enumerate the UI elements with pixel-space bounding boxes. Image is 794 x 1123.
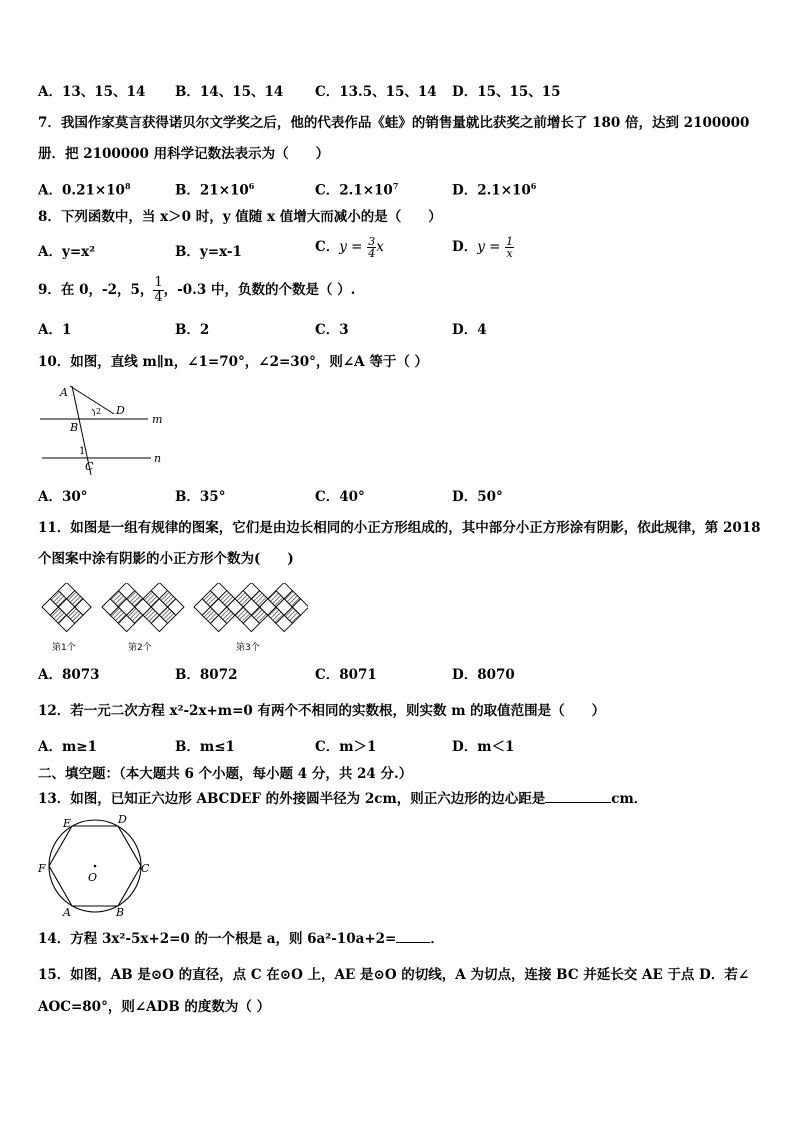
q14-stem: 14．方程 3x²-5x+2=0 的一个根是 a，则 6a²-10a+2= ．: [38, 931, 444, 947]
q8-option-b: B．y=x-1: [175, 244, 242, 260]
q10-label-d: D: [116, 404, 125, 417]
q6-option-a: A．13、15、14: [38, 84, 146, 100]
q10-option-c: C．40°: [315, 489, 365, 505]
q7-option-d: D．$2.1\times 10^6$: [452, 181, 537, 199]
q8-stem: 8．下列函数中，当 x＞0 时，y 值随 x 值增大而减小的是（ ）: [38, 209, 442, 225]
q13-label-c: C: [141, 862, 150, 875]
q10-label-a: A: [60, 386, 68, 399]
q12-option-b: B．m≤1: [175, 739, 235, 755]
q12-stem: 12．若一元二次方程 x²-2x+m=0 有两个不相同的实数根，则实数 m 的取值范围是（ ）: [38, 703, 606, 719]
q9-option-d: D．4: [452, 322, 487, 338]
q11-stem-line1: 11．如图是一组有规律的图案，它们是由边长相同的小正方形组成的，其中部分小正方形涂有阴影，依此规律，第 2018: [38, 520, 761, 536]
q6-option-d: D．15、15、15: [452, 84, 561, 100]
q10-label-angle1: 1: [79, 446, 86, 457]
q13-label-o: O: [88, 871, 98, 884]
q11-stem-line2: 个图案中涂有阴影的小正方形个数为( ): [38, 551, 294, 567]
q10-label-m: m: [152, 413, 163, 426]
q9-stem: 9．在 0，-2，5， $\frac{1}{4}$ ，-0.3 中，负数的个数是（ ）.: [38, 275, 356, 305]
q11-option-c: C．8071: [315, 667, 377, 683]
q13-label-d: D: [118, 813, 127, 826]
q12-option-c: C．m＞1: [315, 739, 377, 755]
q13-label-a: A: [63, 906, 71, 919]
q10-label-n: n: [154, 452, 162, 465]
q6-option-c: C．13.5、15、14: [315, 84, 437, 100]
q10-option-a: A．30°: [38, 489, 88, 505]
q7-stem-line2: 册．把 2100000 用科学记数法表示为（ ）: [38, 146, 330, 162]
q12-option-d: D．m＜1: [452, 739, 515, 755]
q13-label-f: F: [38, 862, 46, 875]
q12-option-a: A．m≥1: [38, 739, 97, 755]
q13-label-b: B: [116, 906, 125, 919]
q11-pattern-figure: [38, 583, 308, 635]
q15-stem-line2: AOC=80°，则∠ADB 的度数为（ ）: [38, 999, 271, 1015]
q11-pattern-diamonds: [42, 583, 308, 632]
q10-label-angle2: 2: [96, 407, 102, 416]
q6-option-b: B．14、15、14: [175, 84, 284, 100]
q8-option-c: C．y = $\frac{3}{4}$ x: [315, 235, 384, 260]
section2-title: 二、填空题：（本大题共 6 个小题，每小题 4 分，共 24 分.）: [38, 766, 413, 782]
q13-stem: 13．如图，已知正六边形 ABCDEF 的外接圆半径为 2cm，则正六边形的边心距是 cm．: [38, 791, 648, 807]
q10-option-b: B．35°: [175, 489, 226, 505]
q13-hexagon-circle-figure: [36, 810, 156, 922]
q8-option-a: A．y=x²: [38, 244, 96, 260]
q7-option-a: A．$0.21\times 10^8$: [38, 181, 131, 199]
q7-stem-line1: 7．我国作家莫言获得诺贝尔文学奖之后，他的代表作品《蛙》的销售量就比获奖之前增长了 180 倍，达到 2100000: [38, 115, 750, 131]
q11-caption-3: 第3个: [236, 643, 260, 653]
q10-label-b: B: [70, 421, 79, 434]
q10-stem: 10．如图，直线 m∥n，∠1=70°，∠2=30°，则∠A 等于（ ）: [38, 354, 429, 370]
q13-answer-blank: [545, 790, 611, 803]
q11-caption-1: 第1个: [52, 643, 76, 653]
q7-option-b: B．$21\times 10^6$: [175, 181, 255, 199]
q10-parallel-lines-figure: [36, 380, 176, 480]
q10-option-d: D．50°: [452, 489, 503, 505]
q9-option-b: B．2: [175, 322, 210, 338]
q14-answer-blank: [396, 930, 430, 943]
q11-option-b: B．8072: [175, 667, 238, 683]
q11-option-a: A．8073: [38, 667, 100, 683]
q15-stem-line1: 15．如图，AB 是⊙O 的直径，点 C 在⊙O 上，AE 是⊙O 的切线，A 为切点，连接 BC 并延长交 AE 于点 D．若∠: [38, 967, 750, 983]
q13-label-e: E: [63, 817, 72, 830]
q11-caption-2: 第2个: [128, 643, 152, 653]
q9-option-a: A．1: [38, 322, 72, 338]
q9-option-c: C．3: [315, 322, 349, 338]
q8-option-d: D．y = $\frac{1}{x}$: [452, 235, 514, 260]
q10-label-c: C: [85, 460, 94, 473]
q11-option-d: D．8070: [452, 667, 515, 683]
q7-option-c: C．$2.1\times 10^7$: [315, 181, 399, 199]
